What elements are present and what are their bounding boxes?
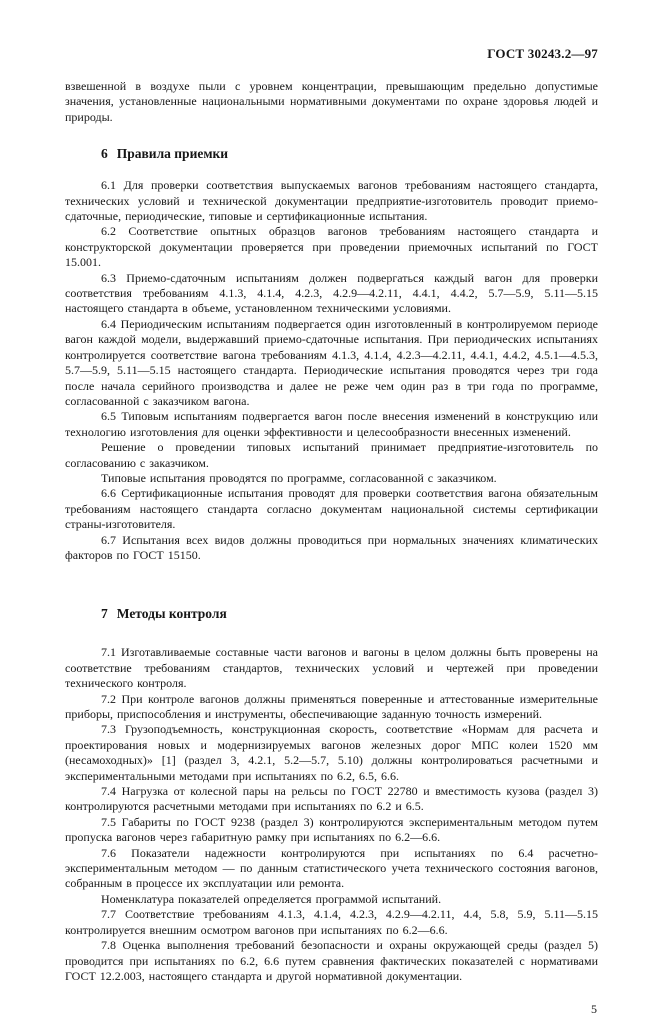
paragraph-7-7: 7.7 Соответствие требованиям 4.1.3, 4.1.4, 4.2.3, 4.2.9—4.2.11, 4.4, 5.8, 5.9, 5.11—5.15 контролируется внешним осмотром вагонов при испытаниях по 6.2—6.6. — [65, 907, 598, 937]
paragraph-6-7: 6.7 Испытания всех видов должны проводиться при нормальных значениях климатических факторов по ГОСТ 15150. — [65, 532, 598, 562]
paragraph-7-6-note: Номенклатура показателей определяется программой испытаний. — [101, 891, 442, 906]
doc-number: ГОСТ 30243.2—97 — [487, 46, 598, 61]
section-6-title: Правила приемки — [116, 146, 229, 162]
section-6-heading — [65, 145, 598, 162]
paragraph-6-5-note-2: Типовые испытания проводятся по программе, согласованной с заказчиком. — [101, 470, 497, 485]
paragraph-6-5-note-1: Решение о проведении типовых испытаний принимает предприятие-изготовитель по согласованию с заказчиком. — [65, 440, 598, 470]
running-header — [65, 46, 598, 62]
document-body — [65, 79, 598, 984]
section-7-number: 7 — [101, 606, 108, 622]
section-6-number: 6 — [101, 146, 108, 162]
intro-paragraph: взвешенной в воздухе пыли с уровнем концентрации, превышающим предельно допустимые значения, установленные национальными нормативными документами по охране здоровья людей и природы. — [65, 79, 598, 124]
paragraph-7-1: 7.1 Изготавливаемые составные части вагонов и вагоны в целом должны быть проверены на соответствие требованиям стандартов, технических условий и чертежей при проведении технического контроля. — [65, 645, 598, 691]
paragraph-7-6: 7.6 Показатели надежности контролируются при испытаниях по 6.4 расчетно-экспериментальным методом — по данным статистического учета технического состояния вагонов, собранным в процессе их эксплуатации или ремонта. — [65, 845, 598, 891]
paragraph-7-5: 7.5 Габариты по ГОСТ 9238 (раздел 3) контролируются экспериментальным методом путем пропуска вагонов через габаритную рамку при испытаниях по 6.2—6.6. — [65, 814, 598, 845]
paragraph-7-4: 7.4 Нагрузка от колесной пары на рельсы по ГОСТ 22780 и вместимость кузова (раздел 3) контролируются расчетными методами при испытаниях по 6.2 и 6.5. — [65, 784, 598, 814]
section-7-title: Методы контроля — [116, 606, 227, 622]
paragraph-6-2: 6.2 Соответствие опытных образцов вагонов требованиям настоящего стандарта и конструкторской документации проверяется при проведении приемочных испытаний по ГОСТ 15.001. — [65, 224, 598, 270]
section-7-heading — [65, 605, 598, 622]
paragraph-7-8: 7.8 Оценка выполнения требований безопасности и охраны окружающей среды (раздел 5) проводится при испытаниях по 6.2, 6.6 путем сравнения фактических показателей с нормативами ГОСТ 12.2.003, настоящего стандарта и другой нормативной документации. — [65, 938, 598, 983]
page-number: 5 — [591, 1002, 597, 1017]
paragraph-6-4: 6.4 Периодическим испытаниям подвергается один изготовленный в контролируемом периоде вагон каждой модели, выдержавший приемо-сдаточные испытания. При периодических испытаниях контролируется соответствие вагона требованиям 4.1.3, 4.1.4, 4.2.3—4.2.11, 4.4.1, 4.4.2, 4.5.1—4.5.3, 5.7—5.9, 5.11—5.15 настоящего стандарта. Периодические испытания проводятся через три года после начала серийного производства и далее не реже чем один раз в три года по программе, согласованной с заказчиком вагона. — [65, 316, 598, 408]
paragraph-7-2: 7.2 При контроле вагонов должны применяться поверенные и аттестованные измерительные приборы, приспособления и инструменты, обеспечивающие заданную точность измерений. — [65, 691, 598, 721]
paragraph-7-3: 7.3 Грузоподъемность, конструкционная скорость, соответствие «Нормам для расчета и проектирования новых и модернизируемых вагонов железных дорог МПС колеи 1520 мм (несамоходных)» [1] (раздел 3, 4.2.1, 5.2—5.7, 5.10) должны контролироваться расчетными и экспериментальными методами при испытаниях по 6.2, 6.5, 6.6. — [65, 722, 598, 783]
paragraph-6-5: 6.5 Типовым испытаниям подвергается вагон после внесения изменений в конструкцию или технологию изготовления для оценки эффективности и целесообразности внесенных изменений. — [65, 409, 598, 439]
paragraph-6-6: 6.6 Сертификационные испытания проводят для проверки соответствия вагона обязательным требованиям настоящего стандарта согласно документам национальной системы сертификации страны-изготовителя. — [65, 486, 598, 532]
paragraph-6-3: 6.3 Приемо-сдаточным испытаниям должен подвергаться каждый вагон для проверки соответствия требованиям 4.1.3, 4.1.4, 4.2.3, 4.2.9—4.2.11, 4.4.1, 4.4.2, 5.7—5.9, 5.11—5.15 настоящего стандарта в объеме, установленном техническими условиями. — [65, 270, 598, 316]
paragraph-6-1: 6.1 Для проверки соответствия выпускаемых вагонов требованиям настоящего стандарта, технических условий и технической документации предприятие-изготовитель проводит приемо-сдаточные, периодические, типовые и сертификационные испытания. — [65, 178, 598, 224]
page-footer — [65, 1002, 598, 1017]
